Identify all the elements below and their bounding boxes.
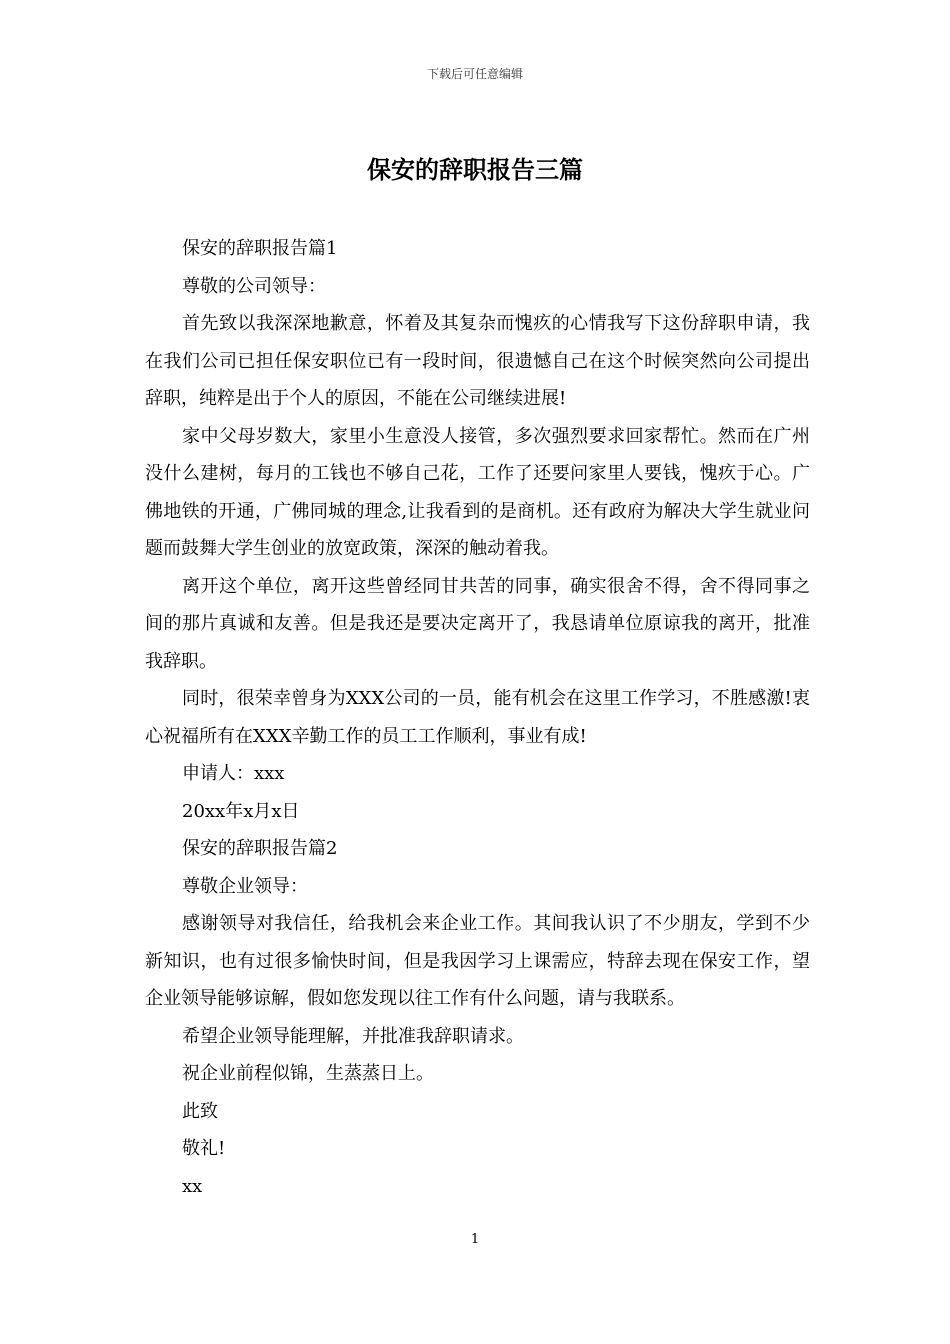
body-paragraph: 感谢领导对我信任，给我机会来企业工作。其间我认识了不少朋友，学到不少新知识，也有过很多愉快时间，但是我因学习上课需应，特辞去现在保安工作，望企业领导能够谅解，假如您发现以往工作有什么问题，请与我联系。 [145,913,810,1009]
document-body [145,230,810,1205]
body-paragraph: 离开这个单位，离开这些曾经同甘共苦的同事，确实很舍不得，舍不得同事之间的那片真诚和友善。但是我还是要决定离开了，我恳请单位原谅我的离开，批准我辞职。 [145,575,810,672]
salutation: 尊敬企业领导： [182,875,308,897]
applicant-line: 申请人：xxx [182,763,285,784]
body-paragraph: 首先致以我深深地歉意，怀着及其复杂而愧疚的心情我写下这份辞职申请，我在我们公司已担任保安职位已有一段时间，很遗憾自己在这个时候突然向公司提出辞职，纯粹是出于个人的原因，不能在公司继续进展! [145,313,810,409]
salutation: 尊敬的公司领导： [182,275,326,297]
body-paragraph: 同时，很荣幸曾身为XXX公司的一员，能有机会在这里工作学习，不胜感激!衷心祝福所有在XXX辛勤工作的员工工作顺利，事业有成! [145,688,810,747]
page-header-note: 下载后可任意编辑 [426,67,523,81]
section-heading: 保安的辞职报告篇2 [182,838,338,859]
closing-line: 此致 [182,1100,218,1122]
document-title: 保安的辞职报告三篇 [367,155,583,184]
body-paragraph: 家中父母岁数大，家里小生意没人接管，多次强烈要求回家帮忙。然而在广州没什么建树，每月的工钱也不够自己花，工作了还要问家里人要钱，愧疚于心。广佛地铁的开通，广佛同城的理念,让我看到的是商机。还有政府为解决大学生就业问题而鼓舞大学生创业的放宽政策，深深的触动着我。 [145,425,810,559]
date-line: 20xx年x月x日 [182,800,300,822]
closing-line: 敬礼! [182,1138,226,1159]
section-heading: 保安的辞职报告篇1 [182,238,338,259]
body-paragraph: 希望企业领导能理解，并批准我辞职请求。 [182,1025,524,1047]
page-number: 1 [470,1232,480,1247]
body-paragraph: 祝企业前程似锦，生蒸蒸日上。 [182,1063,434,1084]
signature-line: xx [182,1175,203,1197]
